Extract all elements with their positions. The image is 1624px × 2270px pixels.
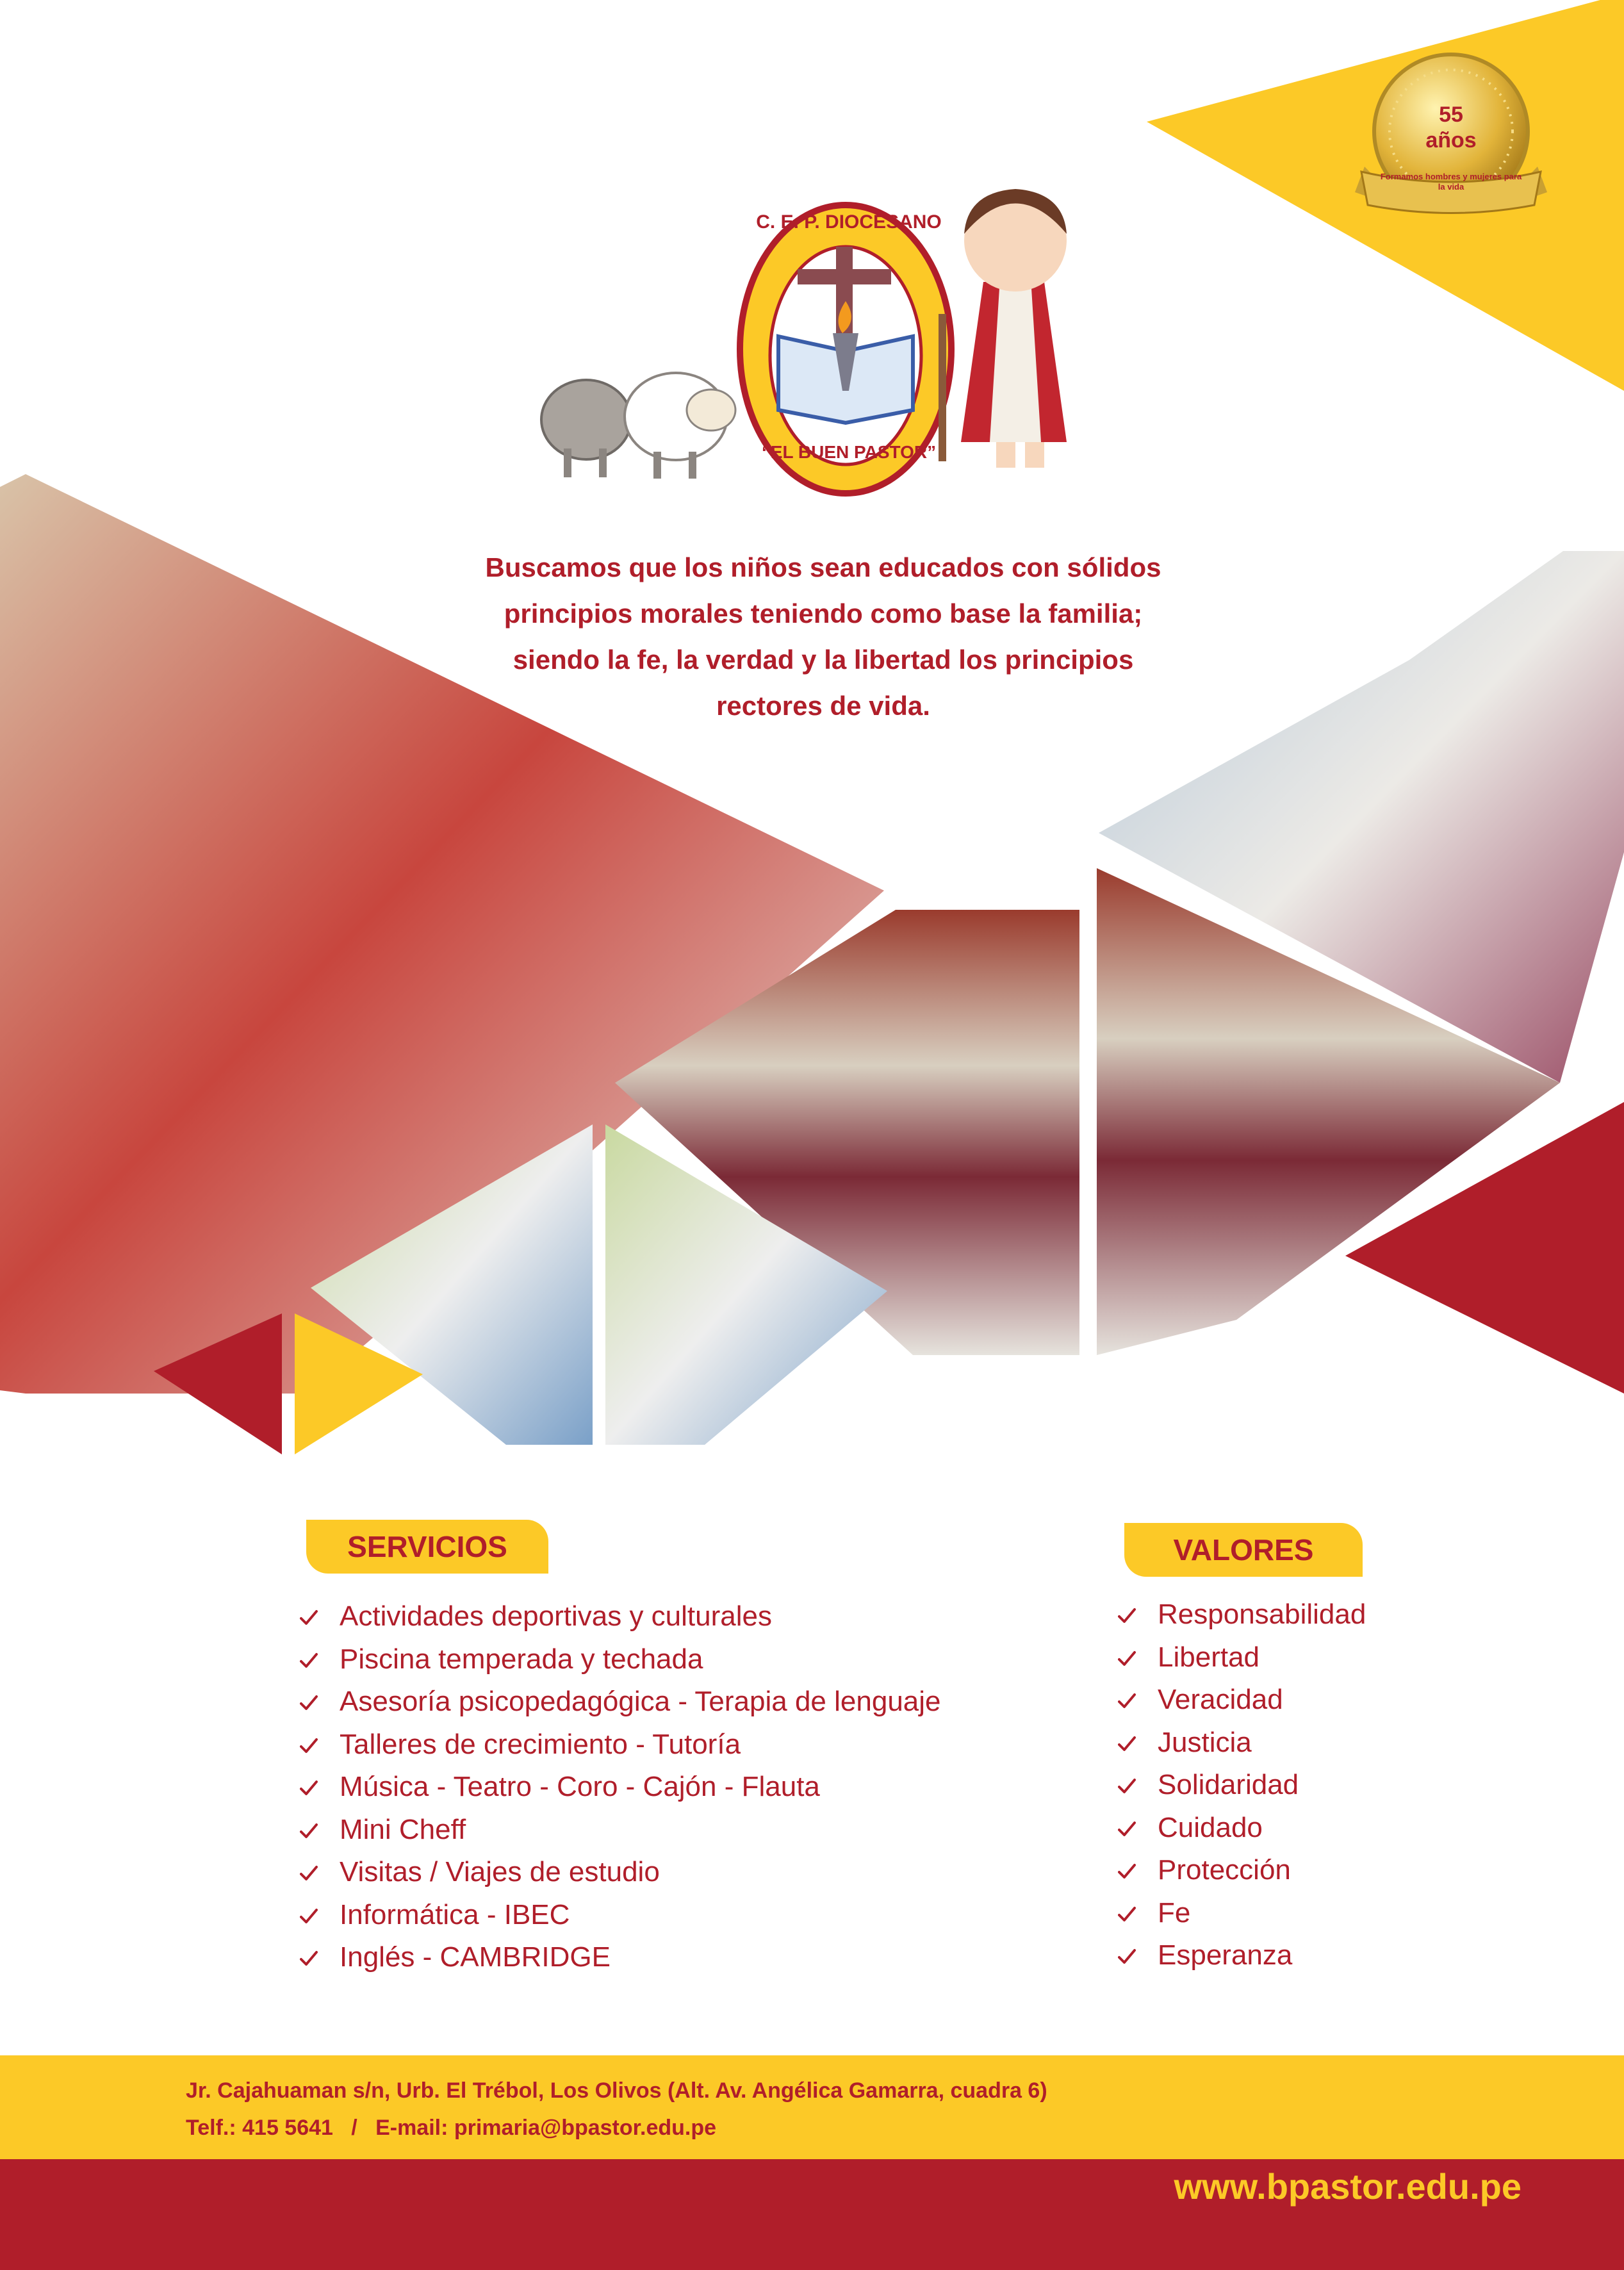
valores-item-label: Veracidad: [1158, 1684, 1283, 1716]
check-icon: [1118, 1818, 1136, 1838]
check-icon: [300, 1692, 318, 1711]
check-icon: [1118, 1733, 1136, 1752]
valores-item-label: Justicia: [1158, 1726, 1252, 1758]
valores-item: [1118, 1892, 1366, 1935]
servicios-item-label: Actividades deportivas y culturales: [340, 1600, 772, 1633]
servicios-item: [300, 1681, 941, 1723]
servicios-item-label: Piscina temperada y techada: [340, 1643, 703, 1675]
valores-title: VALORES: [1124, 1523, 1363, 1577]
check-icon: [300, 1735, 318, 1754]
servicios-item-label: Informática - IBEC: [340, 1898, 570, 1930]
check-icon: [300, 1650, 318, 1669]
shepherd-boy-illustration: [939, 189, 1067, 468]
logo-arc-top: C. E. P. DIOCESANO: [756, 211, 942, 233]
badge-word: años: [1425, 128, 1477, 152]
valores-item-label: Esperanza: [1158, 1939, 1293, 1971]
mission-line-1: Buscamos que los niños sean educados con sólidos: [485, 552, 1161, 582]
valores-list: [1118, 1593, 1366, 1977]
valores-item-label: Cuidado: [1158, 1811, 1263, 1843]
servicios-item: [300, 1595, 941, 1638]
mission-line-4: rectores de vida.: [716, 691, 930, 721]
check-icon: [300, 1863, 318, 1882]
valores-item-label: Libertad: [1158, 1641, 1260, 1673]
valores-item: [1118, 1593, 1366, 1636]
check-icon: [1118, 1775, 1136, 1795]
valores-item: [1118, 1934, 1366, 1977]
check-icon: [300, 1820, 318, 1839]
servicios-item-label: Asesoría psicopedagógica - Terapia de lenguaje: [340, 1686, 941, 1718]
check-icon: [300, 1777, 318, 1797]
servicios-item-label: Mini Cheff: [340, 1813, 466, 1845]
footer-yellow-band: [0, 2055, 1624, 2159]
logo-arc-bottom: “EL BUEN PASTOR”: [761, 442, 937, 462]
servicios-item-label: Visitas / Viajes de estudio: [340, 1856, 660, 1888]
footer-contact: Telf.: 415 5641 / E-mail: primaria@bpastor.edu.pe: [186, 2116, 717, 2140]
servicios-item: [300, 1936, 941, 1979]
badge-ribbon: Formamos hombres y mujeres para la vida: [1380, 172, 1522, 192]
servicios-item: [300, 1723, 941, 1766]
servicios-item: [300, 1894, 941, 1937]
check-icon: [300, 1948, 318, 1967]
servicios-item: [300, 1638, 941, 1681]
servicios-item-label: Música - Teatro - Coro - Cajón - Flauta: [340, 1771, 820, 1803]
sheep-illustration: [541, 373, 735, 479]
servicios-item-label: Talleres de crecimiento - Tutoría: [340, 1728, 741, 1760]
mission-line-2: principios morales teniendo como base la familia;: [504, 598, 1143, 629]
valores-item: [1118, 1849, 1366, 1892]
servicios-item: [300, 1766, 941, 1809]
valores-item-label: Responsabilidad: [1158, 1599, 1366, 1631]
valores-item-label: Fe: [1158, 1896, 1191, 1929]
valores-item: [1118, 1679, 1366, 1722]
footer-address: Jr. Cajahuaman s/n, Urb. El Trébol, Los Olivos (Alt. Av. Angélica Gamarra, cuadra 6): [186, 2078, 1047, 2103]
check-icon: [1118, 1946, 1136, 1965]
check-icon: [1118, 1690, 1136, 1709]
check-icon: [300, 1607, 318, 1626]
servicios-list: [300, 1595, 941, 1979]
mission-statement: [423, 545, 1224, 729]
check-icon: [1118, 1861, 1136, 1880]
servicios-item: [300, 1851, 941, 1894]
valores-item-label: Solidaridad: [1158, 1769, 1299, 1801]
valores-item: [1118, 1807, 1366, 1850]
check-icon: [300, 1905, 318, 1925]
valores-item: [1118, 1764, 1366, 1807]
mission-line-3: siendo la fe, la verdad y la libertad los principios: [513, 645, 1134, 675]
servicios-item: [300, 1809, 941, 1852]
check-icon: [1118, 1605, 1136, 1624]
servicios-title: SERVICIOS: [306, 1520, 548, 1574]
badge-number: 55: [1439, 103, 1463, 127]
check-icon: [1118, 1904, 1136, 1923]
footer-website-link[interactable]: www.bpastor.edu.pe: [1174, 2166, 1521, 2207]
valores-item: [1118, 1636, 1366, 1679]
check-icon: [1118, 1648, 1136, 1667]
servicios-item-label: Inglés - CAMBRIDGE: [340, 1941, 611, 1973]
valores-item: [1118, 1722, 1366, 1764]
valores-item-label: Protección: [1158, 1854, 1291, 1886]
